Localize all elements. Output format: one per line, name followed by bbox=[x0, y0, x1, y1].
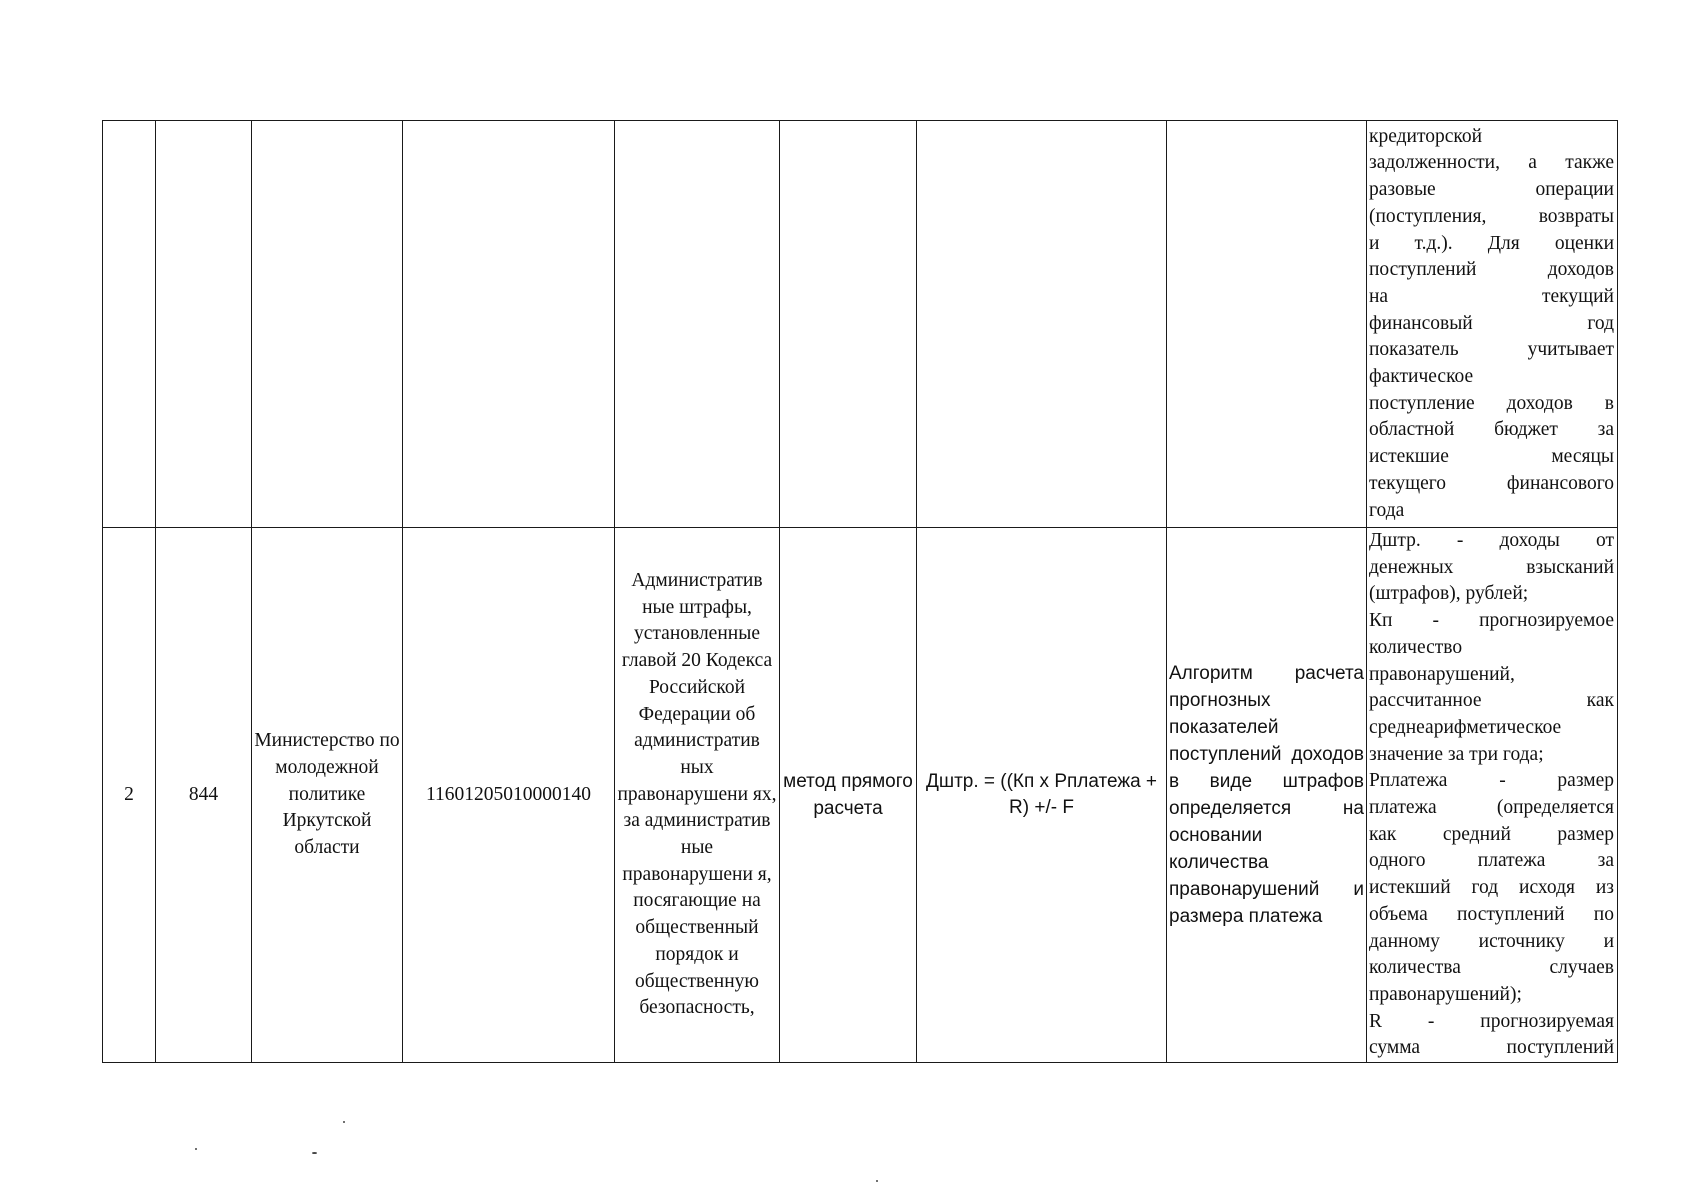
scan-speck bbox=[195, 1148, 197, 1150]
cell-kbk-empty bbox=[403, 121, 615, 528]
cell-income-name-empty bbox=[615, 121, 780, 528]
cell-admin-code-empty bbox=[156, 121, 252, 528]
text-line: сумма поступлений bbox=[1369, 1037, 1614, 1059]
table-row-continuation bbox=[103, 121, 1618, 528]
cell-formula bbox=[917, 528, 1167, 1063]
text-line: количества случаев bbox=[1369, 957, 1614, 979]
text-line: финансовый год bbox=[1369, 312, 1614, 334]
description-text bbox=[1367, 528, 1617, 1062]
text-line: фактическое bbox=[1369, 366, 1474, 388]
algorithm-text: Алгоритм расчета прогнозных показателей поступлений доходов в виде штрафов определяется на основании количества правонарушений и размера платежа bbox=[1169, 663, 1364, 928]
text-line: показатель учитывает bbox=[1369, 339, 1614, 361]
cell-description bbox=[1367, 528, 1618, 1063]
text-line: текущего финансового bbox=[1369, 472, 1614, 494]
cell-algorithm-empty bbox=[1167, 121, 1367, 528]
text-line: одного платежа за bbox=[1369, 850, 1614, 872]
text-line: правонарушений); bbox=[1369, 983, 1522, 1005]
text-line: областной бюджет за bbox=[1369, 419, 1614, 441]
cell-admin-name-empty bbox=[252, 121, 403, 528]
cell-description-continuation bbox=[1367, 121, 1618, 528]
text-line: кредиторской bbox=[1369, 125, 1483, 147]
admin-name-text: Министерство по молодежной политике Иркутской области bbox=[254, 730, 400, 859]
text-line: R - прогнозируемая bbox=[1369, 1010, 1614, 1032]
text-line: количество bbox=[1369, 636, 1463, 658]
method-text: метод прямого расчета bbox=[783, 771, 913, 820]
text-line: правонарушений, bbox=[1369, 663, 1515, 685]
table-row-2 bbox=[103, 528, 1618, 1063]
scan-speck bbox=[343, 1121, 345, 1123]
text-line: рассчитанное как bbox=[1369, 690, 1614, 712]
text-line: значение за три года; bbox=[1369, 743, 1544, 765]
text-line: среднеарифметическое bbox=[1369, 716, 1562, 738]
scan-speck bbox=[312, 1152, 317, 1154]
formula-text: Дштр. = ((Кп х Рплатежа + R) +/- F bbox=[925, 771, 1158, 819]
cell-kbk: 11601205010000140 bbox=[403, 528, 615, 1063]
cell-algorithm bbox=[1167, 528, 1367, 1063]
cell-admin-name bbox=[252, 528, 403, 1063]
text-line: года bbox=[1369, 499, 1405, 521]
income-name-text: Административ ные штрафы, установленные главой 20 Кодекса Российской Федерации об административ ных правонарушени ях, за административ ные правонарушени я, посягающие на общественный порядок и общественную безопасность, bbox=[617, 570, 777, 1019]
scan-speck bbox=[876, 1180, 878, 1182]
cell-income-name bbox=[615, 528, 780, 1063]
text-line: истекший год исходя из bbox=[1369, 877, 1614, 899]
methodology-table bbox=[102, 120, 1618, 1063]
text-line: объема поступлений по bbox=[1369, 903, 1614, 925]
text-line: Кп - прогнозируемое bbox=[1369, 610, 1614, 632]
text-line: и т.д.). Для оценки bbox=[1369, 232, 1614, 254]
text-line: данному источнику и bbox=[1369, 930, 1614, 952]
text-line: разовые операции bbox=[1369, 179, 1614, 201]
text-line: (поступления, возвраты bbox=[1369, 205, 1614, 227]
description-continuation-text bbox=[1367, 124, 1617, 525]
cell-number-empty bbox=[103, 121, 156, 528]
text-line: (штрафов), рублей; bbox=[1369, 583, 1529, 605]
cell-method-empty bbox=[780, 121, 917, 528]
text-line: задолженности, а также bbox=[1369, 152, 1614, 174]
text-line: истекшие месяцы bbox=[1369, 446, 1614, 468]
text-line: на текущий bbox=[1369, 285, 1614, 307]
text-line: платежа (определяется bbox=[1369, 797, 1614, 819]
cell-admin-code: 844 bbox=[156, 528, 252, 1063]
text-line: как средний размер bbox=[1369, 823, 1614, 845]
cell-formula-empty bbox=[917, 121, 1167, 528]
text-line: поступление доходов в bbox=[1369, 392, 1614, 414]
text-line: Дштр. - доходы от bbox=[1369, 530, 1614, 551]
cell-method bbox=[780, 528, 917, 1063]
text-line: Рплатежа - размер bbox=[1369, 770, 1614, 792]
text-line: поступлений доходов bbox=[1369, 259, 1614, 281]
text-line: денежных взысканий bbox=[1369, 556, 1614, 578]
cell-number: 2 bbox=[103, 528, 156, 1063]
